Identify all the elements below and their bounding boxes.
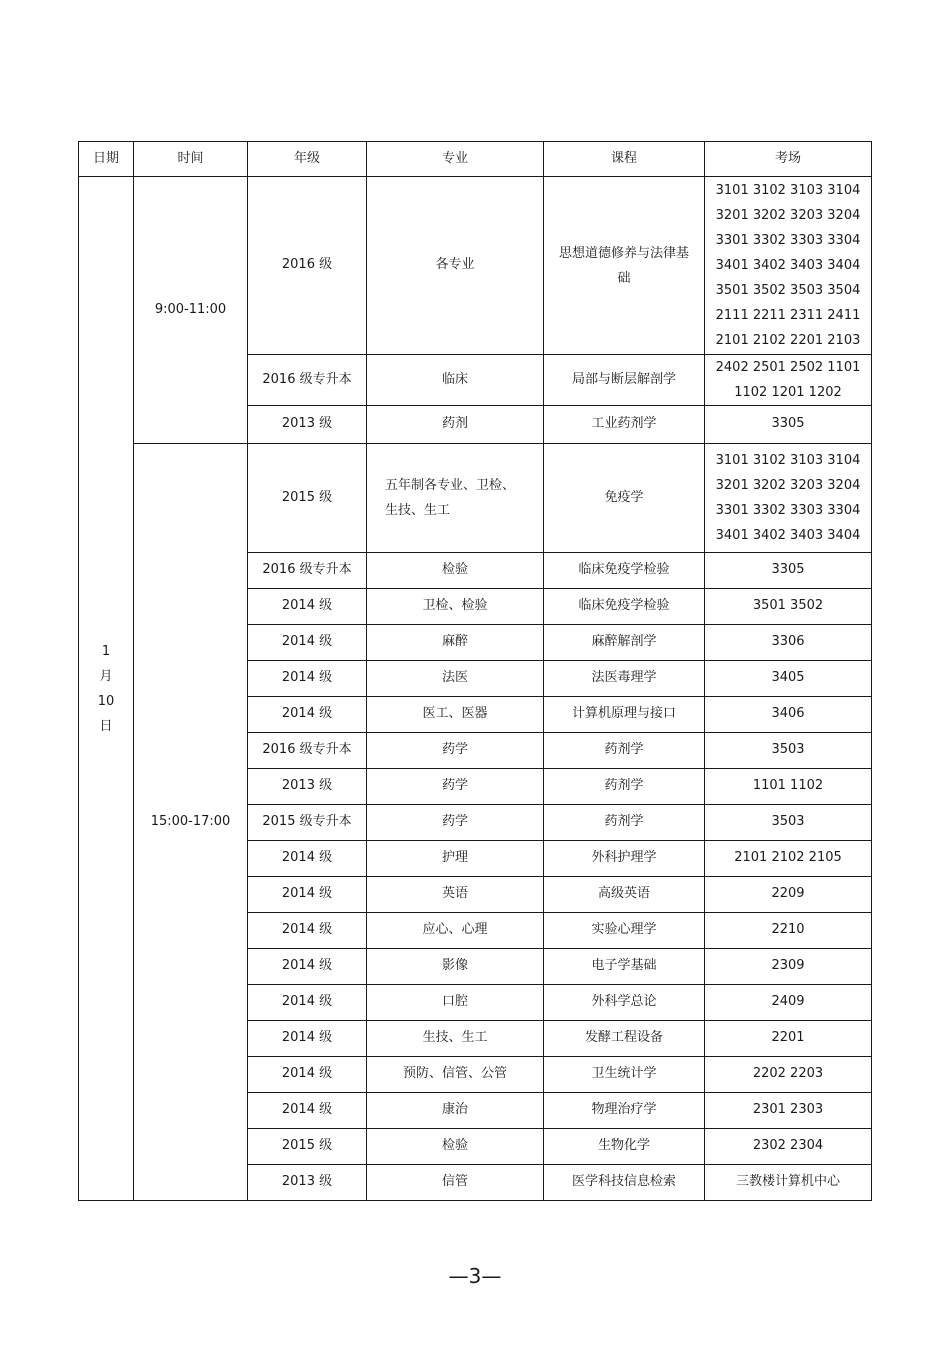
major-cell: 预防、信管、公管 [367,1057,544,1093]
course-cell: 临床免疫学检验 [544,589,705,625]
major-cell: 药学 [367,733,544,769]
table-row [79,444,872,553]
header-course: 课程 [544,142,705,177]
time-cell: 15:00-17:00 [134,444,248,1201]
room-line: 1102 1201 1202 [734,385,842,400]
major-cell: 药剂 [367,406,544,444]
grade-cell: 2014 级 [248,841,367,877]
grade-cell: 2014 级 [248,985,367,1021]
major-cell: 影像 [367,949,544,985]
grade-cell: 2015 级 [248,1129,367,1165]
header-major: 专业 [367,142,544,177]
major-cell: 护理 [367,841,544,877]
course-cell: 物理治疗学 [544,1093,705,1129]
major-cell: 各专业 [367,177,544,355]
major-cell: 卫检、检验 [367,589,544,625]
room-cell: 3305 [705,406,872,444]
course-cell: 发酵工程设备 [544,1021,705,1057]
room-line: 3301 3302 3303 3304 [715,503,861,518]
course-cell: 电子学基础 [544,949,705,985]
room-cell: 2210 [705,913,872,949]
major-cell: 医工、医器 [367,697,544,733]
room-line: 3401 3402 3403 3404 [715,528,861,543]
room-cell [705,355,872,406]
room-cell: 3306 [705,625,872,661]
grade-cell: 2014 级 [248,913,367,949]
major-cell: 检验 [367,1129,544,1165]
major-cell: 应心、心理 [367,913,544,949]
grade-cell: 2016 级专升本 [248,355,367,406]
course-cell: 工业药剂学 [544,406,705,444]
room-cell: 2202 2203 [705,1057,872,1093]
grade-cell: 2013 级 [248,1165,367,1201]
major-cell: 英语 [367,877,544,913]
grade-cell: 2014 级 [248,1021,367,1057]
course-cell: 麻醉解剖学 [544,625,705,661]
grade-cell: 2014 级 [248,1057,367,1093]
header-date: 日期 [79,142,134,177]
header-grade: 年级 [248,142,367,177]
course-cell: 卫生统计学 [544,1057,705,1093]
room-cell: 三教楼计算机中心 [705,1165,872,1201]
grade-cell: 2015 级专升本 [248,805,367,841]
date-cell [79,177,134,1201]
date-month-char: 月 [99,668,113,684]
grade-cell: 2016 级专升本 [248,553,367,589]
room-cell [705,177,872,355]
major-cell: 药学 [367,769,544,805]
room-line: 3101 3102 3103 3104 [715,183,861,198]
major-cell: 检验 [367,553,544,589]
course-cell [544,177,705,355]
room-line: 3401 3402 3403 3404 [715,258,861,273]
room-line: 3201 3202 3203 3204 [715,208,861,223]
major-cell: 生技、生工 [367,1021,544,1057]
header-room: 考场 [705,142,872,177]
course-cell: 医学科技信息检索 [544,1165,705,1201]
room-cell: 2209 [705,877,872,913]
page-number: —3— [448,1264,502,1288]
grade-cell: 2014 级 [248,589,367,625]
course-text: 思想道德修养与法律基础 [559,245,690,286]
header-row [79,142,872,177]
room-cell: 3406 [705,697,872,733]
major-cell: 信管 [367,1165,544,1201]
header-time: 时间 [134,142,248,177]
room-cell: 2309 [705,949,872,985]
time-cell: 9:00-11:00 [134,177,248,444]
course-cell: 临床免疫学检验 [544,553,705,589]
course-cell: 实验心理学 [544,913,705,949]
course-cell: 局部与断层解剖学 [544,355,705,406]
major-cell [367,444,544,553]
major-cell: 临床 [367,355,544,406]
major-cell: 麻醉 [367,625,544,661]
room-cell: 2302 2304 [705,1129,872,1165]
major-cell: 康治 [367,1093,544,1129]
room-line: 3201 3202 3203 3204 [715,478,861,493]
room-cell: 2201 [705,1021,872,1057]
grade-cell: 2014 级 [248,697,367,733]
major-cell: 法医 [367,661,544,697]
exam-schedule-table [78,141,872,1201]
course-cell: 外科护理学 [544,841,705,877]
room-line: 3101 3102 3103 3104 [715,453,861,468]
room-line: 2111 2211 2311 2411 [715,308,861,323]
grade-cell: 2014 级 [248,1093,367,1129]
course-cell: 药剂学 [544,733,705,769]
grade-cell: 2016 级 [248,177,367,355]
course-cell: 药剂学 [544,769,705,805]
room-cell: 2409 [705,985,872,1021]
grade-cell: 2014 级 [248,625,367,661]
course-cell: 计算机原理与接口 [544,697,705,733]
grade-cell: 2015 级 [248,444,367,553]
room-cell: 3501 3502 [705,589,872,625]
date-day: 10 [97,693,115,709]
grade-cell: 2014 级 [248,877,367,913]
room-line: 3501 3502 3503 3504 [715,283,861,298]
date-month: 1 [101,643,111,659]
room-cell [705,444,872,553]
room-line: 2101 2102 2201 2103 [715,333,861,348]
room-cell: 3503 [705,733,872,769]
room-cell: 1101 1102 [705,769,872,805]
course-cell: 外科学总论 [544,985,705,1021]
grade-cell: 2014 级 [248,661,367,697]
room-cell: 2101 2102 2105 [705,841,872,877]
room-cell: 2301 2303 [705,1093,872,1129]
grade-cell: 2016 级专升本 [248,733,367,769]
course-cell: 药剂学 [544,805,705,841]
course-cell: 生物化学 [544,1129,705,1165]
course-cell: 高级英语 [544,877,705,913]
course-cell: 法医毒理学 [544,661,705,697]
major-text: 五年制各专业、卫检、生技、生工 [385,478,516,518]
major-cell: 口腔 [367,985,544,1021]
room-cell: 3405 [705,661,872,697]
grade-cell: 2013 级 [248,769,367,805]
date-day-char: 日 [99,718,113,734]
room-cell: 3305 [705,553,872,589]
room-line: 2402 2501 2502 1101 [715,360,861,375]
room-line: 3301 3302 3303 3304 [715,233,861,248]
grade-cell: 2014 级 [248,949,367,985]
grade-cell: 2013 级 [248,406,367,444]
room-cell: 3503 [705,805,872,841]
table-row [79,177,872,355]
major-cell: 药学 [367,805,544,841]
course-cell: 免疫学 [544,444,705,553]
